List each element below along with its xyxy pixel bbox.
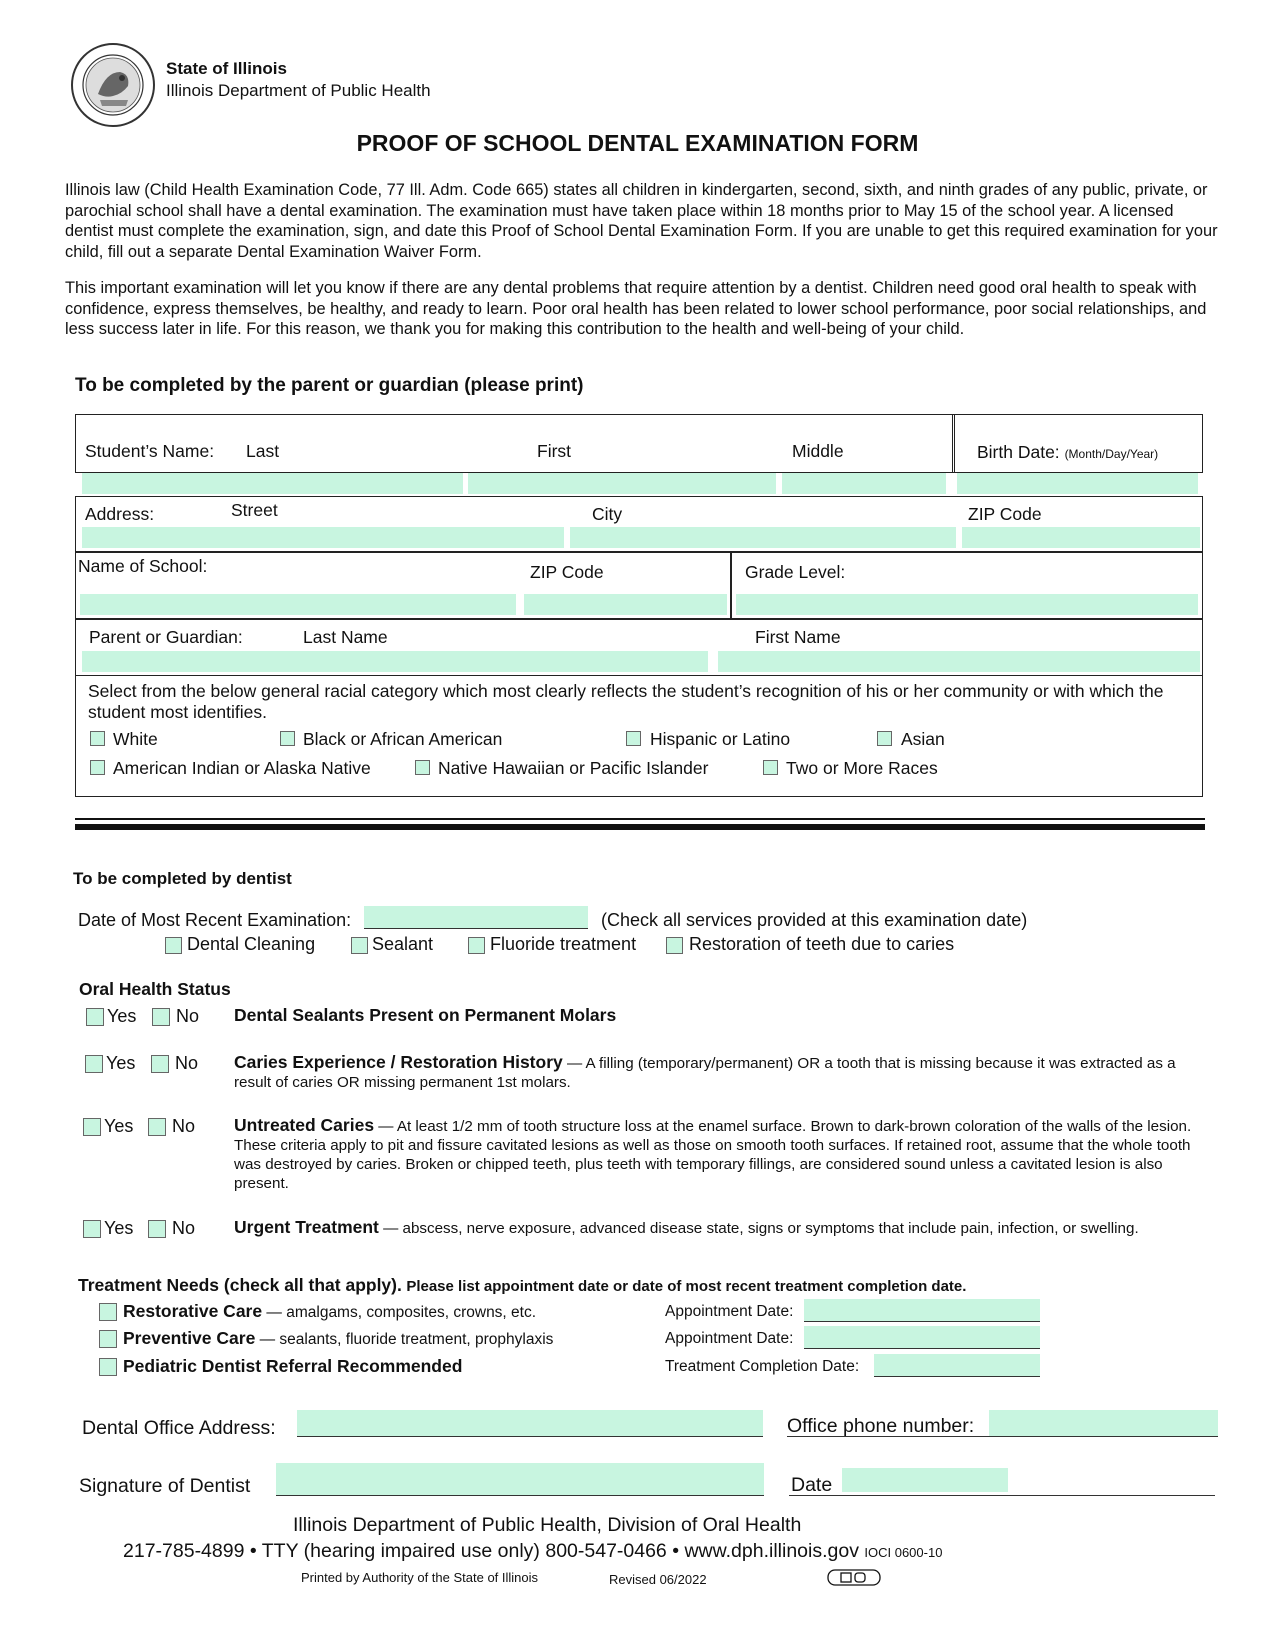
street-label: Street xyxy=(231,500,278,520)
department-name: Illinois Department of Public Health xyxy=(166,81,431,100)
preventive-care-checkbox[interactable] xyxy=(99,1330,117,1348)
exam-date-input[interactable] xyxy=(364,906,588,928)
footer-revised: Revised 06/2022 xyxy=(609,1572,707,1587)
address-label: Address: xyxy=(85,504,155,524)
student-first-name-input[interactable] xyxy=(468,473,776,494)
race-black-label: Black or African American xyxy=(303,729,503,749)
pediatric-referral-checkbox[interactable] xyxy=(99,1358,117,1376)
footer-division: Illinois Department of Public Health, Division of Oral Health xyxy=(293,1514,802,1536)
race-white-label: White xyxy=(113,729,158,749)
caries-experience-yes-checkbox[interactable] xyxy=(85,1055,103,1073)
student-name-label: Student’s Name: xyxy=(85,441,215,461)
untreated-caries-yes-checkbox[interactable] xyxy=(83,1118,101,1136)
restorative-appointment-date-input[interactable] xyxy=(804,1299,1040,1321)
intro-paragraph-1: Illinois law (Child Health Examination Code, 77 Ill. Adm. Code 665) states all children in kindergarten, second, sixth, and ninth grades of any public, private, or parochial school shall have a dental examination. The examination must have taken place within 18 months prior to May 15 of the school year. A licensed dentist must complete the examination, sign, and date this Proof of School Dental Examination Form. If you are unable to get this required examination for your child, fill out a separate Dental Examination Waiver Form. xyxy=(65,181,1218,261)
race-native-hawaiian-label: Native Hawaiian or Pacific Islander xyxy=(438,758,709,778)
pediatric-referral-text: Pediatric Dentist Referral Recommended xyxy=(123,1356,463,1376)
treatment-completion-date-input[interactable] xyxy=(874,1354,1040,1376)
race-native-hawaiian-checkbox[interactable] xyxy=(415,760,430,775)
urgent-treatment-no-label: No xyxy=(172,1218,196,1238)
sealants-yes-label: Yes xyxy=(107,1006,137,1026)
race-black-checkbox[interactable] xyxy=(280,731,295,746)
office-address-input[interactable] xyxy=(297,1410,763,1436)
restorative-care-text: Restorative Care — amalgams, composites, crowns, etc. xyxy=(123,1301,537,1321)
sealants-no-label: No xyxy=(176,1006,200,1026)
race-american-indian-checkbox[interactable] xyxy=(90,760,105,775)
office-phone-input[interactable] xyxy=(989,1410,1218,1436)
race-hispanic-label: Hispanic or Latino xyxy=(650,729,791,749)
zip-code-input[interactable] xyxy=(962,527,1200,548)
printer-logo-icon xyxy=(827,1569,881,1586)
sealants-yes-checkbox[interactable] xyxy=(86,1008,104,1026)
preventive-care-text: Preventive Care — sealants, fluoride treatment, prophylaxis xyxy=(123,1328,554,1348)
caries-experience-no-label: No xyxy=(175,1053,199,1073)
service-fluoride-checkbox[interactable] xyxy=(468,937,485,954)
preventive-date-underline xyxy=(804,1348,1040,1349)
school-zip-label: ZIP Code xyxy=(530,562,604,582)
office-phone-underline xyxy=(787,1436,1218,1437)
untreated-caries-text: Untreated Caries — At least 1/2 mm of tooth structure loss at the enamel surface. Brown to dark-brown coloration of the walls of the lesion. These criteria apply to pit and fissure cavitated lesions as well as those on smooth tooth surfaces. If retained root, assume that the whole tooth was destroyed by caries. Broken or chipped teeth, plus teeth with temporary fillings, are considered sound unless a cavitated lesion is also present. xyxy=(234,1115,1192,1192)
student-last-name-input[interactable] xyxy=(82,473,463,494)
dentist-section-heading: To be completed by dentist xyxy=(73,869,292,888)
office-phone-label: Office phone number: xyxy=(787,1415,975,1437)
street-input[interactable] xyxy=(82,527,564,548)
signature-date-underline xyxy=(789,1495,1215,1496)
race-american-indian-label: American Indian or Alaska Native xyxy=(113,758,371,778)
sealants-status-text: Dental Sealants Present on Permanent Molars xyxy=(234,1005,617,1025)
birth-date-label: Birth Date: (Month/Day/Year) xyxy=(977,442,1159,462)
signature-label: Signature of Dentist xyxy=(79,1475,251,1497)
service-dental-cleaning-label: Dental Cleaning xyxy=(187,934,316,954)
signature-date-label: Date xyxy=(791,1474,833,1496)
race-white-checkbox[interactable] xyxy=(90,731,105,746)
preventive-appointment-date-input[interactable] xyxy=(804,1326,1040,1348)
treatment-completion-date-label: Treatment Completion Date: xyxy=(665,1358,860,1375)
caries-experience-yes-label: Yes xyxy=(106,1053,136,1073)
service-sealant-label: Sealant xyxy=(372,934,434,954)
urgent-treatment-no-checkbox[interactable] xyxy=(148,1220,166,1238)
grade-level-label: Grade Level: xyxy=(745,562,846,582)
parent-last-name-input[interactable] xyxy=(82,651,708,672)
urgent-treatment-yes-label: Yes xyxy=(104,1218,134,1238)
last-name-label: Last xyxy=(246,441,280,461)
untreated-caries-no-checkbox[interactable] xyxy=(148,1118,166,1136)
caries-experience-text: Caries Experience / Restoration History — A filling (temporary/permanent) OR a tooth that is missing because it was extracted as a result of caries OR missing permanent 1st molars. xyxy=(234,1052,1176,1091)
race-two-or-more-label: Two or More Races xyxy=(786,758,938,778)
service-dental-cleaning-checkbox[interactable] xyxy=(165,937,182,954)
zip-code-label: ZIP Code xyxy=(968,504,1042,524)
state-name: State of Illinois xyxy=(166,59,287,78)
signature-underline xyxy=(276,1495,764,1496)
school-name-input[interactable] xyxy=(80,594,516,615)
exam-date-label: Date of Most Recent Examination: xyxy=(78,910,352,930)
urgent-treatment-yes-checkbox[interactable] xyxy=(83,1220,101,1238)
middle-name-label: Middle xyxy=(792,441,844,461)
restorative-date-underline xyxy=(804,1321,1040,1322)
exam-date-underline xyxy=(364,928,588,929)
race-hispanic-checkbox[interactable] xyxy=(626,731,641,746)
treatment-needs-heading: Treatment Needs (check all that apply). Please list appointment date or date of most recent treatment completion date. xyxy=(78,1275,967,1295)
birth-date-input[interactable] xyxy=(957,473,1198,494)
parent-guardian-label: Parent or Guardian: xyxy=(89,627,243,647)
footer-contact: 217-785-4899 • TTY (hearing impaired use only) 800-547-0466 • www.dph.illinois.gov IOCI 0600-10 xyxy=(123,1540,943,1562)
oral-health-heading: Oral Health Status xyxy=(79,979,231,999)
state-seal xyxy=(70,42,156,128)
service-restoration-checkbox[interactable] xyxy=(666,937,683,954)
parent-last-name-label: Last Name xyxy=(303,627,388,647)
parent-section-heading: To be completed by the parent or guardian (please print) xyxy=(75,375,584,396)
office-address-label: Dental Office Address: xyxy=(82,1417,276,1439)
exam-services-note: (Check all services provided at this examination date) xyxy=(601,910,1028,930)
race-two-or-more-checkbox[interactable] xyxy=(763,760,778,775)
office-address-underline xyxy=(297,1436,763,1437)
dentist-signature-input[interactable] xyxy=(276,1463,764,1495)
grade-level-input[interactable] xyxy=(736,594,1198,615)
urgent-treatment-text: Urgent Treatment — abscess, nerve exposure, advanced disease state, signs or symptoms that include pain, infection, or swelling. xyxy=(234,1217,1139,1237)
untreated-caries-no-label: No xyxy=(172,1116,196,1136)
school-zip-input[interactable] xyxy=(524,594,727,615)
service-restoration-label: Restoration of teeth due to caries xyxy=(689,934,955,954)
restorative-date-label: Appointment Date: xyxy=(665,1303,794,1320)
school-name-label: Name of School: xyxy=(78,556,208,576)
service-sealant-checkbox[interactable] xyxy=(351,937,368,954)
restorative-care-checkbox[interactable] xyxy=(99,1303,117,1321)
footer-printed-by: Printed by Authority of the State of Illinois xyxy=(301,1570,539,1585)
untreated-caries-yes-label: Yes xyxy=(104,1116,134,1136)
first-name-label: First xyxy=(537,441,572,461)
section-divider-thick xyxy=(75,824,1205,830)
signature-date-input[interactable] xyxy=(842,1468,1008,1492)
service-fluoride-label: Fluoride treatment xyxy=(490,934,637,954)
parent-first-name-input[interactable] xyxy=(718,651,1200,672)
page-title: PROOF OF SCHOOL DENTAL EXAMINATION FORM xyxy=(356,130,919,156)
section-divider xyxy=(75,818,1205,820)
treatment-completion-underline xyxy=(874,1376,1040,1377)
city-input[interactable] xyxy=(570,527,956,548)
student-middle-name-input[interactable] xyxy=(782,473,946,494)
race-asian-label: Asian xyxy=(901,729,945,749)
race-prompt: Select from the below general racial category which most clearly reflects the student’s recognition of his or her community or with which the student most identifies. xyxy=(88,681,1164,722)
sealants-no-checkbox[interactable] xyxy=(152,1008,170,1026)
city-label: City xyxy=(592,504,623,524)
intro-paragraph-2: This important examination will let you know if there are any dental problems that require attention by a dentist. Children need good oral health to speak with confidence, express themselves, be healthy, and ready to learn. Poor oral health has been related to lower school performance, poor social relationships, and less success later in life. For this reason, we thank you for making this contribution to the health and well-being of your child. xyxy=(65,279,1207,338)
parent-first-name-label: First Name xyxy=(755,627,841,647)
caries-experience-no-checkbox[interactable] xyxy=(151,1055,169,1073)
race-asian-checkbox[interactable] xyxy=(877,731,892,746)
preventive-date-label: Appointment Date: xyxy=(665,1330,794,1347)
